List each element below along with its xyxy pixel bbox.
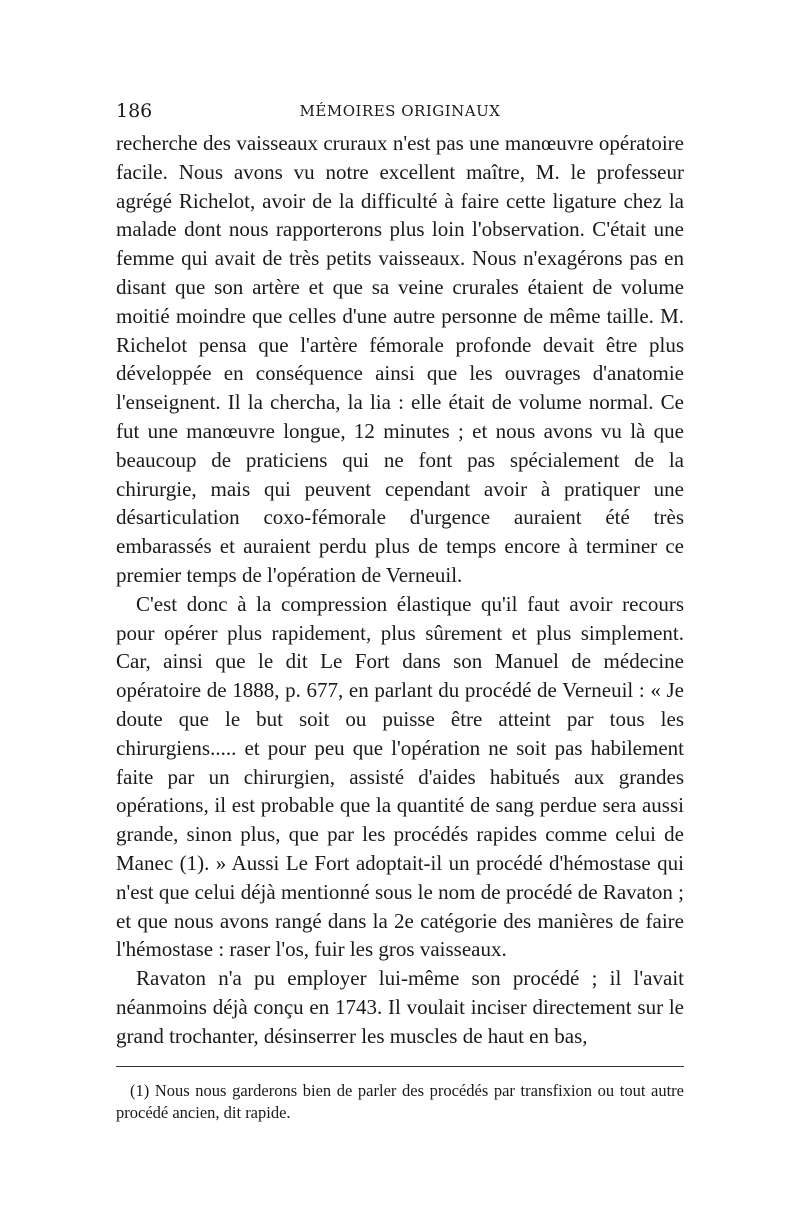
body-text: [116, 129, 684, 1051]
footnote: (1) Nous nous garderons bien de parler des procédés par transfixion ou tout autre procédé ancien, dit rapide.: [116, 1081, 684, 1122]
paragraph: C'est donc à la compression élastique qu'il faut avoir recours pour opérer plus rapidement, plus sûrement et plus simplement. Car, ainsi que le dit Le Fort dans son Manuel de médecine opératoire de 1888, p. 677, en parlant du procédé de Verneuil : « Je doute que le but soit ou puisse être atteint par tous les chirurgiens..... et pour peu que l'opération ne soit pas habilement faite par un chirurgien, assisté d'aides habitués aux grandes opérations, il est probable que la quantité de sang perdue sera aussi grande, sinon plus, que par les procédés rapides comme celui de Manec (1). » Aussi Le Fort adoptait-il un procédé d'hémostase qui n'est que celui déjà mentionné sous le nom de procédé de Ravaton ; et que nous avons rangé dans la 2e catégorie des manières de faire l'hémostase : raser l'os, fuir les gros vaisseaux.: [116, 591, 684, 962]
footnote-divider: [116, 1066, 684, 1067]
paragraph: recherche des vaisseaux cruraux n'est pas une manœuvre opératoire facile. Nous avons vu notre excellent maître, M. le professeur agrégé Richelot, avoir de la difficulté à faire cette ligature chez la malade dont nous rapporterons plus loin l'observation. C'était une femme qui avait de très petits vaisseaux. Nous n'exagérons pas en disant que son artère et que sa veine crurales étaient de volume moitié moindre que celles d'une autre personne de même taille. M. Richelot pensa que l'artère fémorale profonde devait être plus développée en conséquence ainsi que les ouvrages d'anatomie l'enseignent. Il la chercha, la lia : elle était de volume normal. Ce fut une manœuvre longue, 12 minutes ; et nous avons vu là que beaucoup de praticiens qui ne font pas spécialement de la chirurgie, mais qui peuvent cependant avoir à pratiquer une désarticulation coxo-fémorale d'urgence auraient été très embarassés et auraient perdu plus de temps encore à terminer ce premier temps de l'opération de Verneuil.: [116, 131, 684, 587]
running-head: MÉMOIRES ORIGINAUX: [299, 102, 501, 120]
page-number: 186: [116, 100, 153, 122]
page-header: [116, 100, 684, 124]
paragraph: Ravaton n'a pu employer lui-même son procédé ; il l'avait néanmoins déjà conçu en 1743. Il voulait inciser directement sur le grand trochanter, désinserrer les muscles de haut en bas,: [116, 966, 684, 1048]
